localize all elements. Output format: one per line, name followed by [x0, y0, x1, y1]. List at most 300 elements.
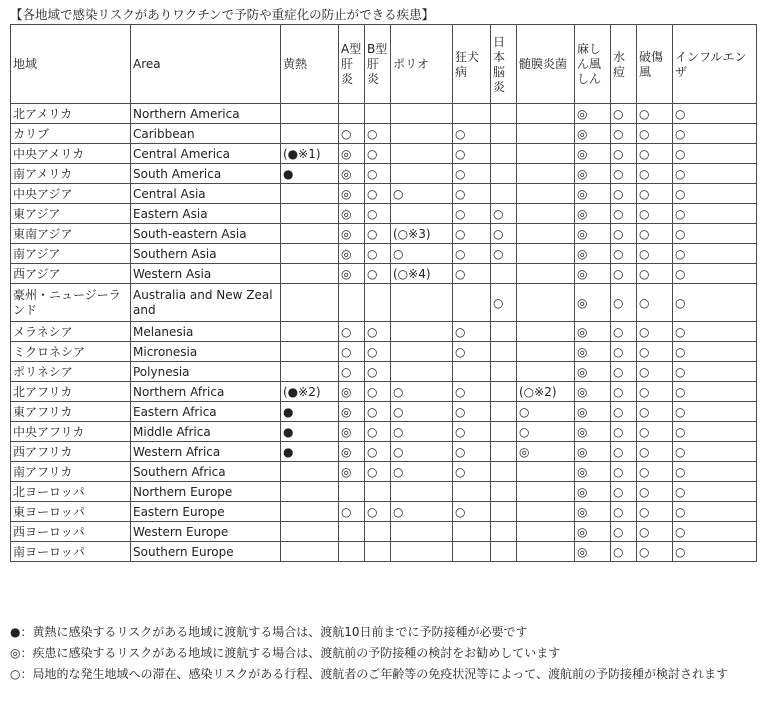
mark-cell [391, 124, 453, 144]
mark-cell: ○ [365, 342, 391, 362]
table-row [11, 264, 757, 284]
vaccine-risk-table [10, 24, 757, 562]
mark-cell: ○ [637, 244, 673, 264]
region-cell: ミクロネシア [11, 342, 131, 362]
mark-cell [281, 462, 339, 482]
area-cell: Eastern Europe [131, 502, 281, 522]
mark-cell: ◎ [339, 462, 365, 482]
mark-cell: ○ [365, 184, 391, 204]
mark-cell: ◎ [575, 164, 611, 184]
col-header-tetanus: 破傷風 [637, 25, 673, 104]
mark-cell: ○ [637, 184, 673, 204]
table-row [11, 184, 757, 204]
table-row [11, 284, 757, 322]
area-cell: Northern Africa [131, 382, 281, 402]
mark-cell [517, 144, 575, 164]
mark-cell: ○ [391, 442, 453, 462]
mark-cell: ◎ [339, 144, 365, 164]
mark-cell: ○ [365, 422, 391, 442]
mark-cell: ○ [391, 184, 453, 204]
mark-cell [517, 124, 575, 144]
mark-cell: ◎ [575, 362, 611, 382]
mark-cell: ● [281, 402, 339, 422]
mark-cell [517, 224, 575, 244]
col-header-region: 地域 [11, 25, 131, 104]
mark-cell [517, 284, 575, 322]
mark-cell: ○ [365, 442, 391, 462]
mark-cell: ○ [611, 322, 637, 342]
mark-cell [517, 264, 575, 284]
area-cell: Southern Europe [131, 542, 281, 562]
mark-cell [491, 362, 517, 382]
mark-cell: ○ [611, 482, 637, 502]
mark-cell: ● [281, 422, 339, 442]
area-cell: Central America [131, 144, 281, 164]
mark-cell: ◎ [339, 442, 365, 462]
mark-cell [453, 362, 491, 382]
mark-cell: ○ [673, 124, 757, 144]
mark-cell: ◎ [575, 284, 611, 322]
mark-cell: ○ [365, 224, 391, 244]
area-cell: Eastern Africa [131, 402, 281, 422]
table-row [11, 442, 757, 462]
region-cell: カリブ [11, 124, 131, 144]
mark-cell: ○ [673, 204, 757, 224]
mark-cell: ◎ [575, 184, 611, 204]
col-header-meningococcal: 髄膜炎菌 [517, 25, 575, 104]
mark-cell: ○ [673, 362, 757, 382]
mark-cell: ○ [611, 244, 637, 264]
mark-cell: ○ [365, 204, 391, 224]
mark-cell: ○ [673, 542, 757, 562]
mark-cell: ◎ [575, 342, 611, 362]
mark-cell [517, 164, 575, 184]
region-cell: 東ヨーロッパ [11, 502, 131, 522]
mark-cell [391, 284, 453, 322]
mark-cell: ○ [453, 184, 491, 204]
mark-cell: ○ [365, 264, 391, 284]
mark-cell: ○ [491, 284, 517, 322]
mark-cell [517, 522, 575, 542]
area-cell: Melanesia [131, 322, 281, 342]
mark-cell: ◎ [339, 382, 365, 402]
mark-cell: ○ [365, 244, 391, 264]
mark-cell: ◎ [575, 482, 611, 502]
mark-cell: ○ [491, 204, 517, 224]
mark-cell: ◎ [339, 224, 365, 244]
mark-cell: ○ [673, 144, 757, 164]
mark-cell [365, 284, 391, 322]
mark-cell: ◎ [339, 164, 365, 184]
mark-cell: ○ [637, 284, 673, 322]
area-cell: Central Asia [131, 184, 281, 204]
region-cell: 北アフリカ [11, 382, 131, 402]
mark-cell: ○ [673, 422, 757, 442]
mark-cell: ○ [611, 442, 637, 462]
col-header-polio: ポリオ [391, 25, 453, 104]
mark-cell: ○ [365, 322, 391, 342]
legend-double-circle: ◎：疾患に感染するリスクがある地域に渡航する場合は、渡航前の予防接種の検討をお勧めしています [10, 646, 561, 660]
mark-cell: (●※1) [281, 144, 339, 164]
legend-filled-circle: ●：黄熱に感染するリスクがある地域に渡航する場合は、渡航10日前までに予防接種が必要です [10, 625, 528, 639]
mark-cell [517, 342, 575, 362]
mark-cell: ○ [673, 284, 757, 322]
area-cell: Southern Africa [131, 462, 281, 482]
mark-cell: ◎ [575, 104, 611, 124]
mark-cell [339, 482, 365, 502]
mark-cell: ○ [611, 382, 637, 402]
mark-cell: ○ [611, 284, 637, 322]
mark-cell [491, 442, 517, 462]
mark-cell: ○ [453, 124, 491, 144]
mark-cell: ○ [637, 342, 673, 362]
mark-cell: ○ [611, 184, 637, 204]
mark-cell: ● [281, 442, 339, 462]
mark-cell: ○ [365, 164, 391, 184]
mark-cell [281, 362, 339, 382]
mark-cell: ○ [365, 362, 391, 382]
mark-cell [491, 104, 517, 124]
mark-cell: ◎ [339, 204, 365, 224]
area-cell: Western Europe [131, 522, 281, 542]
area-cell: Middle Africa [131, 422, 281, 442]
mark-cell: ◎ [517, 442, 575, 462]
mark-cell: ○ [673, 104, 757, 124]
mark-cell: ○ [673, 342, 757, 362]
table-row [11, 402, 757, 422]
mark-cell: ○ [491, 224, 517, 244]
mark-cell: ● [281, 164, 339, 184]
table-row [11, 342, 757, 362]
mark-cell: (○※4) [391, 264, 453, 284]
table-row [11, 522, 757, 542]
mark-cell [339, 542, 365, 562]
mark-cell: ○ [611, 542, 637, 562]
mark-cell [391, 342, 453, 362]
table-row [11, 502, 757, 522]
mark-cell: ○ [673, 482, 757, 502]
mark-cell [391, 542, 453, 562]
region-cell: 東南アジア [11, 224, 131, 244]
mark-cell: ○ [453, 224, 491, 244]
mark-cell [517, 462, 575, 482]
region-cell: 南アジア [11, 244, 131, 264]
mark-cell [453, 482, 491, 502]
mark-cell [281, 522, 339, 542]
mark-cell: ○ [673, 322, 757, 342]
mark-cell [491, 264, 517, 284]
mark-cell: ○ [365, 124, 391, 144]
mark-cell [281, 244, 339, 264]
col-header-area: Area [131, 25, 281, 104]
mark-cell: ◎ [575, 522, 611, 542]
area-cell: Northern Europe [131, 482, 281, 502]
region-cell: 東アフリカ [11, 402, 131, 422]
mark-cell [281, 224, 339, 244]
mark-cell [517, 502, 575, 522]
mark-cell [339, 284, 365, 322]
mark-cell [517, 204, 575, 224]
mark-cell: ○ [339, 124, 365, 144]
mark-cell: ○ [611, 104, 637, 124]
mark-cell: ○ [611, 204, 637, 224]
table-row [11, 124, 757, 144]
mark-cell [365, 104, 391, 124]
mark-cell: ◎ [575, 144, 611, 164]
mark-cell: ○ [673, 402, 757, 422]
mark-cell: ○ [673, 224, 757, 244]
table-row [11, 422, 757, 442]
mark-cell [365, 522, 391, 542]
table-row [11, 244, 757, 264]
mark-cell: ◎ [575, 542, 611, 562]
mark-cell: ○ [637, 422, 673, 442]
mark-cell: ○ [637, 462, 673, 482]
mark-cell: ○ [611, 144, 637, 164]
mark-cell: ○ [673, 442, 757, 462]
mark-cell: ○ [637, 542, 673, 562]
mark-cell [281, 322, 339, 342]
mark-cell: ○ [673, 164, 757, 184]
mark-cell [491, 522, 517, 542]
area-cell: Polynesia [131, 362, 281, 382]
mark-cell [281, 284, 339, 322]
mark-cell [339, 104, 365, 124]
mark-cell: ○ [611, 164, 637, 184]
mark-cell [453, 104, 491, 124]
table-row [11, 164, 757, 184]
col-header-hepatitis-b: B型肝炎 [365, 25, 391, 104]
mark-cell: ○ [517, 422, 575, 442]
mark-cell [517, 362, 575, 382]
mark-cell: ○ [637, 442, 673, 462]
mark-cell: ◎ [339, 422, 365, 442]
mark-cell [517, 482, 575, 502]
region-cell: 南ヨーロッパ [11, 542, 131, 562]
mark-cell: ○ [611, 402, 637, 422]
mark-cell: ○ [637, 382, 673, 402]
mark-cell: ○ [637, 124, 673, 144]
col-header-hepatitis-a: A型肝炎 [339, 25, 365, 104]
mark-cell [491, 422, 517, 442]
mark-cell: ○ [391, 382, 453, 402]
mark-cell [491, 124, 517, 144]
mark-cell [391, 522, 453, 542]
area-cell: South-eastern Asia [131, 224, 281, 244]
mark-cell [281, 502, 339, 522]
mark-cell: ○ [339, 342, 365, 362]
area-cell: Western Africa [131, 442, 281, 462]
mark-cell [453, 542, 491, 562]
mark-cell [517, 244, 575, 264]
mark-cell: ○ [611, 342, 637, 362]
mark-cell: ○ [611, 224, 637, 244]
mark-cell [281, 104, 339, 124]
mark-cell [517, 542, 575, 562]
mark-cell: ◎ [575, 322, 611, 342]
region-cell: 東アジア [11, 204, 131, 224]
mark-cell: ○ [453, 204, 491, 224]
col-header-japanese-encephalitis: 日本脳炎 [491, 25, 517, 104]
mark-cell [517, 104, 575, 124]
mark-cell: ○ [673, 462, 757, 482]
col-header-yellow-fever: 黄熱 [281, 25, 339, 104]
area-cell: Caribbean [131, 124, 281, 144]
mark-cell [491, 402, 517, 422]
mark-cell [491, 164, 517, 184]
area-cell: Western Asia [131, 264, 281, 284]
mark-cell [281, 542, 339, 562]
mark-cell [517, 184, 575, 204]
mark-cell: ○ [611, 124, 637, 144]
col-header-influenza: インフルエンザ [673, 25, 757, 104]
mark-cell: ○ [453, 442, 491, 462]
region-cell: 豪州・ニュージーランド [11, 284, 131, 322]
mark-cell: ○ [637, 322, 673, 342]
mark-cell: ○ [453, 382, 491, 402]
mark-cell: ◎ [339, 402, 365, 422]
mark-cell: ◎ [575, 502, 611, 522]
table-row [11, 462, 757, 482]
table-row [11, 104, 757, 124]
mark-cell: ○ [453, 462, 491, 482]
table-title: 【各地域で感染リスクがありワクチンで予防や重症化の防止ができる疾患】 [10, 7, 435, 22]
mark-cell: ◎ [575, 244, 611, 264]
area-cell: Northern America [131, 104, 281, 124]
mark-cell: ○ [453, 502, 491, 522]
mark-cell: ○ [673, 522, 757, 542]
mark-cell [281, 342, 339, 362]
mark-cell [453, 284, 491, 322]
mark-cell: ○ [339, 502, 365, 522]
mark-cell [491, 144, 517, 164]
region-cell: 西アジア [11, 264, 131, 284]
mark-cell: (○※2) [517, 382, 575, 402]
mark-cell: ○ [491, 244, 517, 264]
mark-cell: ○ [611, 462, 637, 482]
mark-cell [391, 164, 453, 184]
mark-cell: ○ [673, 382, 757, 402]
mark-cell [281, 264, 339, 284]
mark-cell: ○ [453, 422, 491, 442]
region-cell: 西ヨーロッパ [11, 522, 131, 542]
mark-cell: ○ [637, 144, 673, 164]
mark-cell [281, 204, 339, 224]
mark-cell: ○ [637, 402, 673, 422]
table-row [11, 362, 757, 382]
legend-circle: ○：局地的な発生地域への滞在、感染リスクがある行程、渡航者のご年齢等の免疫状況等によって、渡航前の予防接種が検討されます [10, 667, 728, 681]
region-cell: 南アフリカ [11, 462, 131, 482]
mark-cell: ◎ [339, 184, 365, 204]
mark-cell: ○ [339, 322, 365, 342]
mark-cell: ○ [637, 502, 673, 522]
mark-cell: ○ [365, 382, 391, 402]
mark-cell [339, 522, 365, 542]
mark-cell: ○ [365, 462, 391, 482]
area-cell: Southern Asia [131, 244, 281, 264]
table-row [11, 382, 757, 402]
mark-cell: ○ [339, 362, 365, 382]
mark-cell [391, 362, 453, 382]
mark-cell [391, 144, 453, 164]
region-cell: 南アメリカ [11, 164, 131, 184]
table-row [11, 322, 757, 342]
mark-cell: ○ [365, 144, 391, 164]
mark-cell: ○ [453, 342, 491, 362]
mark-cell: ○ [365, 502, 391, 522]
table-row [11, 224, 757, 244]
mark-cell: ○ [611, 362, 637, 382]
legend [10, 622, 758, 685]
col-header-measles-rubella: 麻しん風しん [575, 25, 611, 104]
mark-cell [491, 342, 517, 362]
mark-cell: ○ [611, 264, 637, 284]
region-cell: ポリネシア [11, 362, 131, 382]
mark-cell [391, 104, 453, 124]
region-cell: 中央アジア [11, 184, 131, 204]
mark-cell: ○ [637, 482, 673, 502]
mark-cell [491, 502, 517, 522]
mark-cell: ◎ [575, 462, 611, 482]
mark-cell [491, 322, 517, 342]
mark-cell: ○ [453, 244, 491, 264]
mark-cell [281, 482, 339, 502]
mark-cell: ◎ [575, 124, 611, 144]
mark-cell [365, 482, 391, 502]
mark-cell [491, 462, 517, 482]
mark-cell: ○ [637, 204, 673, 224]
mark-cell: ◎ [575, 204, 611, 224]
mark-cell: ◎ [575, 402, 611, 422]
mark-cell [517, 322, 575, 342]
mark-cell: (●※2) [281, 382, 339, 402]
table-row [11, 542, 757, 562]
mark-cell: ○ [611, 522, 637, 542]
area-cell: Eastern Asia [131, 204, 281, 224]
mark-cell: ○ [453, 322, 491, 342]
col-header-varicella: 水痘 [611, 25, 637, 104]
area-cell: Micronesia [131, 342, 281, 362]
mark-cell: ○ [453, 264, 491, 284]
mark-cell: ○ [673, 502, 757, 522]
mark-cell: ○ [453, 144, 491, 164]
mark-cell [281, 124, 339, 144]
table-body [11, 104, 757, 562]
mark-cell: ◎ [575, 264, 611, 284]
table-row [11, 204, 757, 224]
mark-cell [365, 542, 391, 562]
mark-cell: ○ [517, 402, 575, 422]
region-cell: 西アフリカ [11, 442, 131, 462]
area-cell: South America [131, 164, 281, 184]
mark-cell: ◎ [575, 382, 611, 402]
table-header-row [11, 25, 757, 104]
region-cell: メラネシア [11, 322, 131, 342]
mark-cell: (○※3) [391, 224, 453, 244]
mark-cell: ○ [637, 362, 673, 382]
region-cell: 北アメリカ [11, 104, 131, 124]
mark-cell: ◎ [575, 422, 611, 442]
mark-cell: ○ [637, 164, 673, 184]
mark-cell: ○ [391, 402, 453, 422]
mark-cell: ○ [673, 264, 757, 284]
mark-cell [491, 482, 517, 502]
col-header-rabies: 狂犬病 [453, 25, 491, 104]
mark-cell: ○ [611, 422, 637, 442]
mark-cell [281, 184, 339, 204]
mark-cell: ○ [637, 224, 673, 244]
mark-cell: ◎ [339, 264, 365, 284]
